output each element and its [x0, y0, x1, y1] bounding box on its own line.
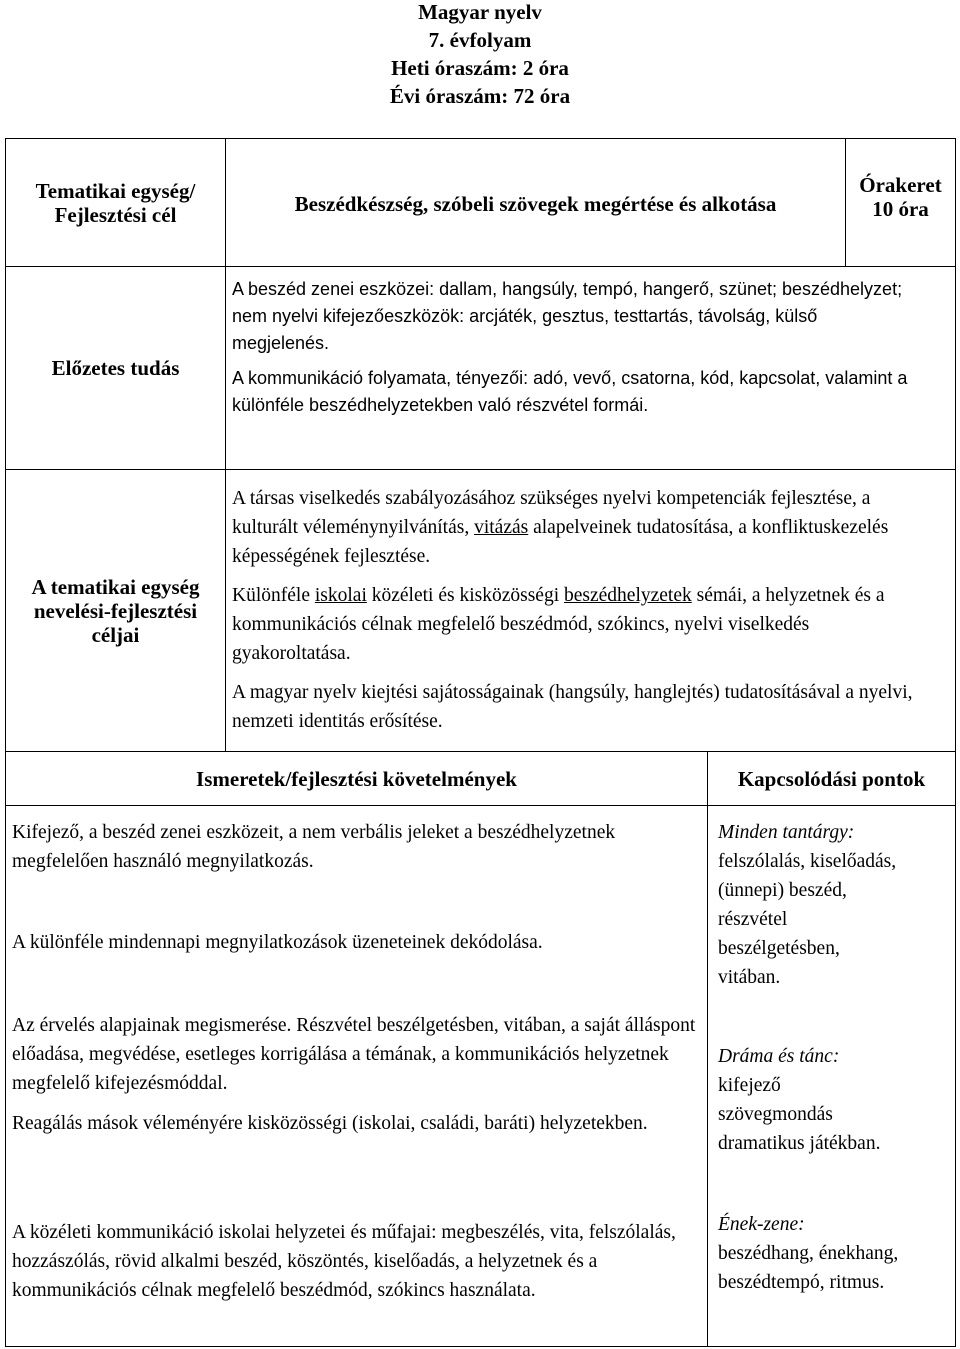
goals-paragraph-1: A társas viselkedés szabályozásához szükséges nyelvi kompetenciák fejlesztése, a kulturált véleménynyilvánítás, vitázás alapelveinek tudatosítása, a konfliktuskezelés képességének fejlesztése. — [232, 488, 889, 567]
connection-line: beszélgetésben, — [718, 938, 840, 959]
connection-line: (ünnepi) beszéd, — [718, 880, 847, 901]
connections-column-divider — [707, 751, 708, 1347]
hours-cell — [846, 139, 955, 266]
subject-title: Magyar nyelv — [418, 0, 542, 24]
prior-knowledge-content — [232, 276, 912, 419]
requirement-item-1: Kifejező, a beszéd zenei eszközeit, a nem verbális jeleket a beszédhelyzetnek megfelelően használó megnyilatkozás. — [12, 822, 616, 872]
connection-line: kifejező — [718, 1075, 781, 1096]
weekly-hours: Heti óraszám: 2 óra — [391, 56, 569, 80]
prior-knowledge-label: Előzetes tudás — [51, 356, 180, 380]
unit-label-cell — [6, 139, 225, 266]
yearly-hours: Évi óraszám: 72 óra — [389, 84, 571, 108]
unit-title-cell — [226, 139, 845, 266]
connection-block-music — [718, 1210, 950, 1297]
goals-label-line2: nevelési-fejlesztési — [33, 598, 198, 623]
goals-label-line1: A tematikai egység — [31, 574, 200, 599]
connection-line: vitában. — [718, 967, 781, 988]
goals-paragraph-2: Különféle iskolai közéleti és kisközösségi beszédhelyzetek sémái, a helyzetnek és a kommunikációs célnak megfelelő beszédmód, szókincs, nyelvi viselkedés gyakoroltatása. — [232, 585, 885, 664]
connection-block-drama — [718, 1042, 950, 1158]
underlined-word-vitazas: vitázás — [474, 517, 529, 538]
requirement-item-3: Az érvelés alapjainak megismerése. Részvétel beszélgetésben, vitában, a saját álláspont előadása, megvédése, esetleges korrigálása a témának, a kommunikációs helyzetnek megfelelő kifejezésmóddal. — [12, 1015, 696, 1094]
connection-line: beszédhang, énekhang, — [718, 1243, 899, 1264]
table-border-right — [955, 138, 956, 1347]
requirement-item-2: A különféle mindennapi megnyilatkozások üzeneteinek dekódolása. — [12, 932, 543, 953]
goals-paragraph-3: A magyar nyelv kiejtési sajátosságainak (hangsúly, hanglejtés) tudatosításával a nyelvi, nemzeti identitás erősítése. — [232, 682, 913, 732]
connection-subject-drama: Dráma és tánc: — [718, 1046, 840, 1067]
connection-line: dramatikus játékban. — [718, 1133, 881, 1154]
requirement-item-4: Reagálás mások véleményére kisközösségi (iskolai, családi, baráti) helyzetekben. — [12, 1113, 648, 1134]
hours-value: 10 óra — [872, 196, 929, 221]
goals-label-cell — [6, 470, 225, 751]
prior-knowledge-paragraph-1: A beszéd zenei eszközei: dallam, hangsúly, tempó, hangerő, szünet; beszédhelyzet; nem nyelvi kifejezőeszközök: arcjáték, gesztus, testtartás, távolság, külső megjelenés. — [232, 279, 903, 353]
goals-label-line3: céljai — [91, 622, 140, 647]
prior-knowledge-label-cell — [6, 267, 225, 469]
connections-header: Kapcsolódási pontok — [737, 766, 926, 791]
goals-content — [232, 484, 932, 750]
connection-subject-music: Ének-zene: — [718, 1214, 805, 1235]
connection-line: részvétel — [718, 909, 788, 930]
row-divider-column-headers — [5, 805, 956, 806]
connection-subject-all: Minden tantárgy: — [718, 822, 855, 843]
underlined-word-iskolai: iskolai — [314, 585, 367, 606]
prior-knowledge-paragraph-2: A kommunikáció folyamata, tényezői: adó, vevő, csatorna, kód, kapcsolat, valamint a különféle beszédhelyzetekben való részvétel formái. — [232, 368, 908, 415]
unit-label-line1: Tematikai egység/ — [35, 178, 196, 203]
connection-block-all-subjects — [718, 818, 950, 992]
connection-line: beszédtempó, ritmus. — [718, 1272, 885, 1293]
connection-line: szövegmondás — [718, 1104, 833, 1125]
grade-title: 7. évfolyam — [428, 28, 532, 52]
requirement-item-5: A közéleti kommunikáció iskolai helyzetei és műfajai: megbeszélés, vita, felszólalás, hozzászólás, rövid alkalmi beszéd, köszöntés, kiselőadás, a helyzetnek és a kommunikációs célnak megfelelő beszédmód, szókincs használata. — [12, 1222, 676, 1301]
connection-line: felszólalás, kiselőadás, — [718, 851, 897, 872]
hours-label: Órakeret — [859, 172, 942, 197]
table-border-bottom — [5, 1346, 956, 1347]
requirements-header: Ismeretek/fejlesztési követelmények — [196, 766, 517, 791]
unit-title: Beszédkészség, szóbeli szövegek megértése és alkotása — [294, 191, 777, 216]
unit-label-line2: Fejlesztési cél — [54, 202, 177, 227]
underlined-word-beszedhelyzetek: beszédhelyzetek — [563, 585, 692, 606]
